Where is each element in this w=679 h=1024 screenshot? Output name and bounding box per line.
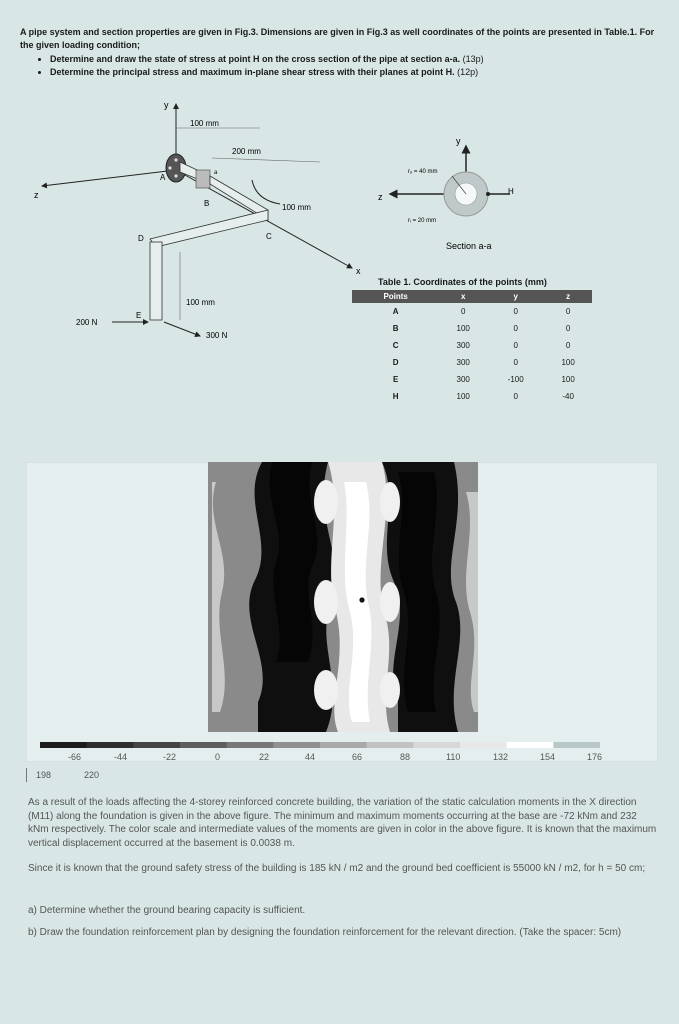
table-cell: 300 bbox=[456, 358, 470, 367]
table-header: z bbox=[544, 290, 592, 303]
z-axis-label: z bbox=[34, 190, 39, 200]
pipe-segment-cd bbox=[150, 210, 268, 247]
table-cell: -100 bbox=[507, 375, 524, 384]
scale-swatch bbox=[273, 742, 320, 748]
table-cell: 0 bbox=[565, 324, 571, 333]
table-header: x bbox=[439, 290, 487, 303]
section-y-label: y bbox=[456, 136, 461, 146]
table-header: y bbox=[487, 290, 544, 303]
moment-contour-image bbox=[26, 462, 658, 762]
scale-label: 88 bbox=[400, 752, 411, 762]
radius-outer-label: rₒ = 40 mm bbox=[408, 169, 438, 175]
paragraph-given: Since it is known that the ground safety stress of the building is 185 kN / m2 and the ground bed coefficient is 55000 kN / m2, for h = 50 cm; bbox=[28, 863, 646, 874]
table-title: Table 1. Coordinates of the points (mm) bbox=[378, 277, 547, 287]
question-a: a) Determine whether the ground bearing capacity is sufficient. bbox=[28, 905, 306, 916]
table-cell: 300 bbox=[456, 375, 470, 384]
scale-marker bbox=[26, 768, 27, 782]
table-row bbox=[352, 337, 592, 354]
coordinates-table bbox=[352, 290, 592, 405]
point-c-label: C bbox=[266, 232, 272, 241]
task-points: (13p) bbox=[462, 54, 484, 64]
x-axis-label: x bbox=[356, 266, 361, 276]
table-cell: A bbox=[392, 307, 399, 316]
task-item bbox=[50, 53, 660, 66]
scale-label: 198 bbox=[36, 770, 52, 780]
table-row bbox=[352, 303, 592, 320]
table-cell: 0 bbox=[565, 341, 571, 350]
table-row bbox=[352, 320, 592, 337]
scale-swatch bbox=[87, 742, 134, 748]
scale-label: -66 bbox=[68, 752, 82, 762]
dimension-line bbox=[212, 158, 320, 162]
load-200n-label: 200 N bbox=[76, 318, 98, 327]
point-e-label: E bbox=[136, 311, 142, 320]
scale-swatch bbox=[320, 742, 367, 748]
task-text: Determine and draw the state of stress at point H on the cross section of the pipe at section a-a. bbox=[50, 54, 461, 64]
scale-label: 66 bbox=[352, 752, 363, 762]
task-list bbox=[20, 53, 660, 79]
scale-label: 44 bbox=[305, 752, 316, 762]
scale-label: 176 bbox=[587, 752, 603, 762]
scale-swatch bbox=[553, 742, 600, 748]
scale-label: 132 bbox=[493, 752, 509, 762]
load-300n-arrow bbox=[164, 322, 200, 336]
scale-label: 110 bbox=[446, 752, 461, 762]
paragraph-context: As a result of the loads affecting the 4-storey reinforced concrete building, the variation of the static calculation moments in the X direction (M11) along the foundation is given in the above figure. The minimum and maximum moments occurring at the base are -72 kNm and 232 kNm respectively. The color scale and intermediate values of the moments are given in color in the above figure. It is known that the maximum vertical displacement occurred at the basement is 0.0038 m. bbox=[28, 797, 657, 849]
table-header-row bbox=[352, 290, 592, 303]
point-d-label: D bbox=[138, 234, 144, 243]
dimension-200: 200 mm bbox=[232, 147, 261, 156]
problem-intro: A pipe system and section properties are given in Fig.3. Dimensions are given in Fig.3 as well coordinates of the points are presented in Table.1. For the given loading condition; bbox=[20, 27, 655, 50]
scale-swatch bbox=[367, 742, 414, 748]
scale-label: -22 bbox=[163, 752, 177, 762]
point-h-label: H bbox=[508, 187, 514, 196]
table-cell: -40 bbox=[562, 392, 574, 401]
problem-statement bbox=[20, 26, 660, 79]
scale-label: 0 bbox=[215, 752, 221, 762]
dimension-100-mid: 100 mm bbox=[282, 203, 311, 212]
scale-swatch bbox=[460, 742, 507, 748]
table-cell: 0 bbox=[513, 341, 518, 350]
point-a-label: A bbox=[160, 173, 166, 182]
task-points: (12p) bbox=[457, 67, 479, 77]
table-cell: 100 bbox=[561, 358, 575, 367]
table-cell: 100 bbox=[456, 392, 470, 401]
scale-swatch bbox=[40, 742, 87, 748]
color-scale-extra-labels bbox=[0, 770, 679, 784]
table-cell: 0 bbox=[565, 307, 571, 316]
scale-swatch bbox=[507, 742, 554, 748]
dimension-100-top: 100 mm bbox=[190, 119, 219, 128]
section-cut-arc bbox=[252, 180, 280, 204]
question-b: b) Draw the foundation reinforcement plan by designing the foundation reinforcement for the relevant direction. (Take the spacer: 5cm) bbox=[28, 927, 622, 938]
color-scale-labels bbox=[0, 752, 679, 766]
dimension-100-left: 100 mm bbox=[186, 298, 215, 307]
scale-label: 22 bbox=[259, 752, 270, 762]
table-row bbox=[352, 354, 592, 371]
point-small-label: a bbox=[214, 170, 218, 176]
table-cell: H bbox=[392, 392, 399, 401]
scale-label: -44 bbox=[114, 752, 128, 762]
load-300n-label: 300 N bbox=[206, 331, 228, 340]
table-cell: B bbox=[392, 324, 399, 333]
pipe-segment-de bbox=[150, 242, 162, 320]
table-cell: 100 bbox=[456, 324, 470, 333]
point-b-label: B bbox=[204, 199, 210, 208]
scale-label: 154 bbox=[540, 752, 556, 762]
scale-swatch bbox=[413, 742, 460, 748]
table-cell: C bbox=[392, 341, 399, 350]
table-cell: 0 bbox=[460, 307, 466, 316]
y-axis-label: y bbox=[164, 100, 169, 110]
table-cell: 300 bbox=[456, 341, 470, 350]
table-cell: 0 bbox=[513, 324, 518, 333]
z-axis bbox=[42, 170, 176, 186]
support-plate bbox=[196, 170, 210, 188]
table-cell: D bbox=[392, 358, 399, 367]
table-cell: 0 bbox=[513, 392, 518, 401]
section-z-label: z bbox=[378, 192, 383, 202]
table-header: Points bbox=[352, 290, 439, 303]
bolt bbox=[174, 174, 177, 177]
bolt bbox=[174, 158, 177, 161]
scale-label: 220 bbox=[84, 770, 100, 780]
table-row bbox=[352, 371, 592, 388]
table-cell: E bbox=[393, 375, 399, 384]
scale-swatch bbox=[227, 742, 274, 748]
task-item bbox=[50, 66, 660, 79]
table-row bbox=[352, 388, 592, 405]
radius-inner-label: rᵢ = 20 mm bbox=[408, 218, 437, 224]
task-text: Determine the principal stress and maximum in-plane shear stress with their planes at point H. bbox=[50, 67, 455, 77]
scale-swatch bbox=[133, 742, 180, 748]
scale-swatch bbox=[180, 742, 227, 748]
table-cell: 0 bbox=[513, 358, 518, 367]
table-cell: 100 bbox=[561, 375, 575, 384]
table-cell: 0 bbox=[513, 307, 518, 316]
section-caption: Section a-a bbox=[446, 241, 492, 251]
bolt bbox=[168, 166, 171, 169]
point-h-marker bbox=[486, 192, 490, 196]
